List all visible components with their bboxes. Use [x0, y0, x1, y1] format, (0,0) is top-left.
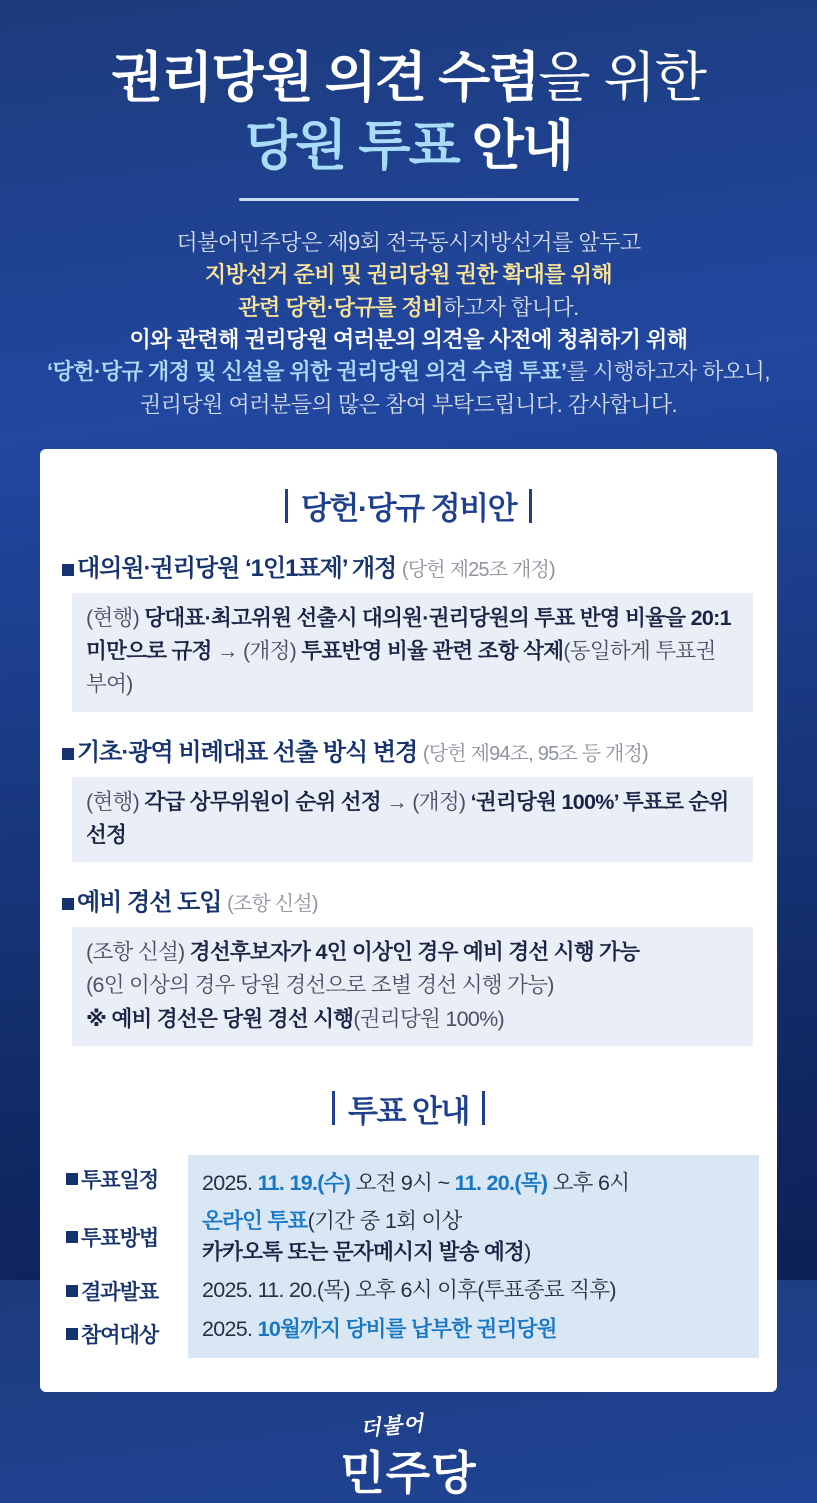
revision-item-2-body-panel — [72, 777, 753, 863]
square-bullet-icon — [62, 564, 74, 576]
square-bullet-icon — [62, 748, 74, 760]
vote-row-label — [66, 1272, 188, 1310]
main-title-line-2 — [0, 112, 817, 180]
vote-row-value — [188, 1203, 759, 1272]
revision-item-3-body-panel — [72, 927, 753, 1046]
vote-title-text: 투표 안내 — [348, 1093, 469, 1129]
body-segment-bold: 각급 상무위원이 순위 선정 — [144, 789, 381, 814]
title-light-text: 을 위한 — [538, 48, 706, 108]
title-bar-left-decoration — [285, 489, 288, 523]
square-bullet-icon — [66, 1231, 78, 1243]
title-underline-divider — [239, 198, 579, 201]
poster-header — [0, 0, 817, 201]
value-segment-bold: 카카오톡 또는 문자메시지 발송 예정 — [202, 1240, 525, 1265]
revision-item-1-heading — [62, 555, 755, 584]
revision-title-text: 당헌·당규 정비안 — [300, 491, 517, 527]
value-segment: (투표종료 직후) — [477, 1278, 616, 1303]
intro-line-5-rest: 를 시행하고자 하오니, — [566, 359, 771, 385]
main-title-line-1 — [0, 44, 817, 112]
title-bar-right-decoration — [482, 1091, 485, 1125]
value-segment: 2025. 11. 20.(목) 오후 6시 이후 — [202, 1278, 478, 1303]
title-bar-left-decoration — [332, 1091, 335, 1125]
vote-row-label-text: 참여대상 — [81, 1323, 159, 1347]
vote-row-label-text: 결과발표 — [81, 1281, 159, 1305]
body-segment: (권리당원 100%) — [353, 1006, 505, 1031]
intro-line-4: 이와 관련해 권리당원 여러분의 의견을 사전에 청취하기 위해 — [129, 327, 688, 353]
body-segment: (현행) — [86, 789, 145, 814]
revision-item-3-heading-text: 예비 경선 도입 — [77, 889, 222, 917]
poster-footer — [0, 1410, 817, 1503]
revision-item-2-heading — [62, 739, 755, 768]
vote-row-value — [188, 1272, 759, 1310]
value-segment: (기간 중 1회 이상 — [307, 1209, 467, 1234]
revision-item-3 — [56, 889, 761, 1046]
square-bullet-icon — [66, 1173, 78, 1185]
revision-item-3-line-2: (6인 이상의 경우 당원 경선으로 조별 경선 시행 가능) — [86, 973, 554, 998]
intro-line-2: 지방선거 준비 및 권리당원 권한 확대를 위해 — [204, 262, 613, 288]
vote-row-results — [66, 1272, 759, 1310]
revision-item-3-line-1 — [86, 936, 739, 969]
logo-main-text: 민주당 — [340, 1446, 477, 1499]
value-segment-blue: 11. 20.(목) — [454, 1170, 548, 1195]
body-segment-bold: ‘권리당원 100%’ 투표로 순위 선정 — [86, 789, 729, 847]
vote-row-method — [66, 1203, 759, 1272]
vote-row-schedule — [66, 1155, 759, 1203]
revision-item-2-note: (당헌 제94조, 95조 등 개정) — [422, 742, 648, 765]
revision-item-1-note: (당헌 제25조 개정) — [401, 559, 555, 582]
body-segment: → (개정) — [380, 789, 471, 814]
revision-item-1-heading-text: 대의원·권리당원 ‘1인1표제’ 개정 — [77, 555, 397, 583]
title-bar-right-decoration — [529, 489, 532, 523]
revision-item-2-heading-text: 기초·광역 비례대표 선출 방식 변경 — [77, 738, 418, 766]
value-segment: 2025. — [202, 1170, 258, 1195]
body-segment: (조항 신설) — [86, 939, 190, 964]
section-title-revision — [56, 483, 761, 528]
title-rest-text: 안내 — [458, 116, 572, 177]
party-logo — [340, 1410, 476, 1503]
vote-row-label — [66, 1203, 188, 1272]
body-segment-bold: ※ 예비 경선은 당원 경선 시행 — [86, 1006, 354, 1031]
value-segment-blue: 11. 19.(수) — [257, 1170, 351, 1195]
title-highlight-text: 당원 투표 — [244, 116, 459, 177]
vote-row-eligibility — [66, 1310, 759, 1358]
revision-item-3-note: (조항 신설) — [227, 893, 318, 916]
intro-line-3-strong: 관련 당헌·당규를 정비 — [238, 294, 444, 320]
intro-line-5 — [0, 356, 817, 388]
body-segment: → (개정) — [211, 639, 302, 664]
revision-item-1-body-panel — [72, 593, 753, 712]
logo-script-text: 더불어 — [359, 1412, 426, 1441]
revision-item-1 — [56, 555, 761, 712]
intro-paragraph — [0, 227, 817, 421]
value-segment: 오후 6시 — [547, 1170, 630, 1195]
vote-row-label-text: 투표방법 — [81, 1227, 159, 1251]
intro-line-5-strong: ‘당헌·당규 개정 및 신설을 위한 권리당원 의견 수렴 투표’ — [46, 359, 567, 385]
body-segment: (현행) — [86, 605, 145, 630]
vote-row-label — [66, 1155, 188, 1203]
intro-line-1: 더불어민주당은 제9회 전국동시지방선거를 앞두고 — [176, 230, 641, 256]
intro-line-6: 권리당원 여러분들의 많은 참여 부탁드립니다. 감사합니다. — [139, 391, 678, 417]
intro-line-3 — [0, 292, 817, 324]
intro-line-3-rest: 하고자 합니다. — [443, 294, 579, 320]
square-bullet-icon — [62, 898, 74, 910]
square-bullet-icon — [66, 1328, 78, 1340]
value-segment: 2025. — [202, 1316, 258, 1341]
vote-row-label-text: 투표일정 — [81, 1168, 159, 1192]
body-segment-bold: 경선후보자가 4인 이상인 경우 예비 경선 시행 가능 — [189, 939, 640, 964]
revision-item-3-line-3 — [86, 1003, 739, 1036]
revision-item-3-heading — [62, 889, 755, 918]
vote-row-label — [66, 1310, 188, 1358]
value-segment-blue: 10월까지 당비를 납부한 권리당원 — [257, 1316, 557, 1341]
vote-row-value — [188, 1155, 759, 1203]
body-segment-bold: 투표반영 비율 관련 조항 삭제 — [301, 639, 564, 664]
value-segment-blue: 온라인 투표 — [202, 1209, 308, 1234]
title-strong-text: 권리당원 의견 수렴 — [111, 48, 539, 108]
value-segment: ) — [524, 1240, 531, 1265]
info-card — [40, 449, 777, 1392]
square-bullet-icon — [66, 1285, 78, 1297]
section-title-vote — [56, 1086, 761, 1131]
body-segment: (동일하게 투표권 부여) — [86, 639, 716, 697]
vote-info-table — [66, 1155, 759, 1358]
body-segment-bold: 당대표·최고위원 선출시 대의원·권리당원의 투표 반영 비율을 20:1 미만으로 규정 — [86, 605, 731, 664]
value-segment: 오전 9시 ~ — [350, 1170, 455, 1195]
vote-row-value — [188, 1310, 759, 1358]
revision-item-2 — [56, 739, 761, 862]
